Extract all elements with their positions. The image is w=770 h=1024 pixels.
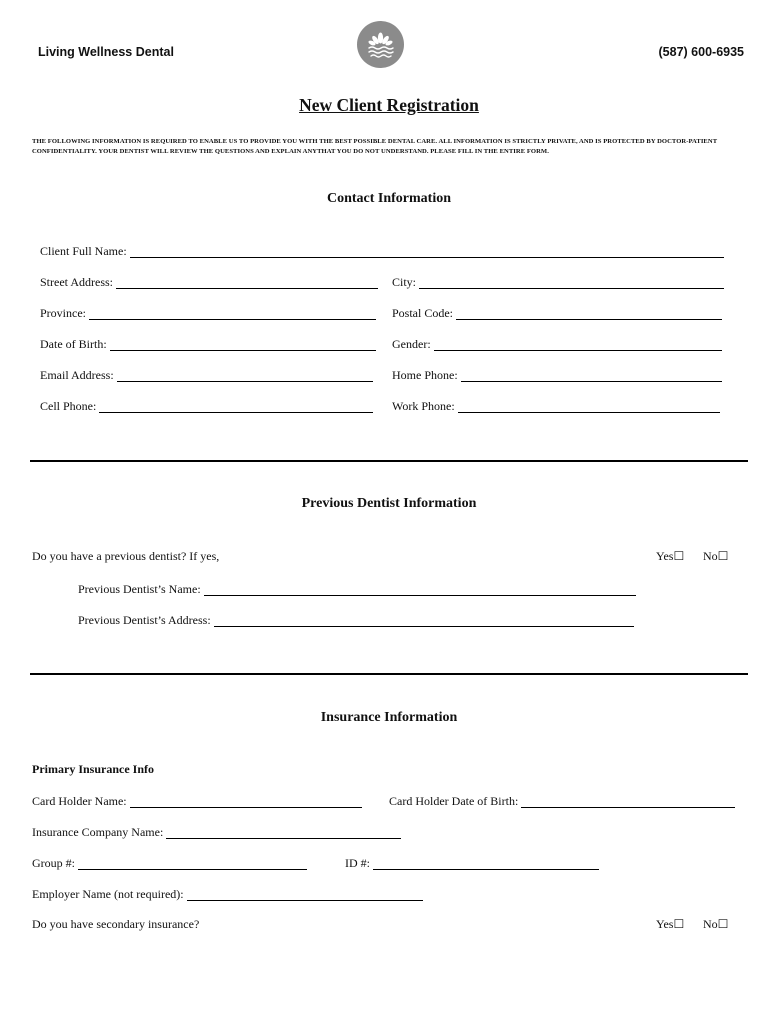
street-address-label: Street Address: [40, 275, 113, 289]
section-divider [30, 673, 748, 675]
contact-heading: Contact Information [326, 191, 452, 206]
province-line[interactable] [89, 308, 376, 320]
client-full-name-line[interactable] [130, 246, 724, 258]
page-title: New Client Registration [299, 95, 479, 115]
email-address-line[interactable] [117, 370, 373, 382]
card-holder-name-line[interactable] [130, 796, 362, 808]
insurance-company-field[interactable] [32, 823, 401, 839]
secondary-insurance-question: Do you have secondary insurance? [32, 917, 200, 931]
email-address-label: Email Address: [40, 368, 114, 382]
gender-line[interactable] [434, 339, 722, 351]
work-phone-line[interactable] [458, 401, 720, 413]
home-phone-field[interactable] [392, 366, 722, 382]
province-field[interactable] [40, 304, 376, 320]
lotus-icon [357, 21, 404, 68]
card-holder-dob-field[interactable] [389, 792, 735, 808]
yes-label: Yes [656, 917, 674, 931]
date-of-birth-line[interactable] [110, 339, 376, 351]
postal-code-field[interactable] [392, 304, 722, 320]
work-phone-field[interactable] [392, 397, 720, 413]
insurance-company-label: Insurance Company Name: [32, 825, 164, 839]
id-number-label: ID #: [345, 856, 370, 870]
previous-dentist-name-label: Previous Dentist’s Name: [78, 582, 201, 596]
province-label: Province: [40, 306, 86, 320]
primary-insurance-heading: Primary Insurance Info [32, 762, 154, 776]
group-number-field[interactable] [32, 854, 307, 870]
previous-dentist-address-field[interactable] [78, 611, 634, 627]
street-address-line[interactable] [116, 277, 378, 289]
city-label: City: [392, 275, 417, 289]
client-full-name-label: Client Full Name: [40, 244, 127, 258]
yes-checkbox-icon[interactable]: ☐ [673, 549, 685, 563]
id-number-line[interactable] [373, 858, 599, 870]
previous-dentist-yes-option[interactable] [656, 549, 684, 564]
practice-name: Living Wellness Dental [38, 45, 174, 59]
card-holder-dob-label: Card Holder Date of Birth: [389, 794, 519, 808]
insurance-heading: Insurance Information [320, 710, 458, 725]
gender-field[interactable] [392, 335, 722, 351]
previous-dentist-no-option[interactable] [703, 549, 728, 564]
practice-phone: (587) 600-6935 [658, 45, 744, 59]
email-address-field[interactable] [40, 366, 373, 382]
cell-phone-field[interactable] [40, 397, 373, 413]
city-line[interactable] [419, 277, 724, 289]
group-number-line[interactable] [78, 858, 307, 870]
group-number-label: Group #: [32, 856, 75, 870]
section-divider [30, 460, 748, 462]
secondary-insurance-no-option[interactable] [703, 917, 728, 932]
cell-phone-line[interactable] [99, 401, 373, 413]
no-label: No [703, 549, 718, 563]
gender-label: Gender: [392, 337, 431, 351]
street-address-field[interactable] [40, 273, 378, 289]
employer-name-line[interactable] [187, 889, 423, 901]
previous-dentist-address-line[interactable] [214, 615, 634, 627]
previous-dentist-name-field[interactable] [78, 580, 636, 596]
home-phone-line[interactable] [461, 370, 722, 382]
yes-checkbox-icon[interactable]: ☐ [673, 917, 685, 931]
lotus-water-logo [357, 21, 404, 68]
home-phone-label: Home Phone: [392, 368, 458, 382]
previous-dentist-question: Do you have a previous dentist? If yes, [32, 549, 220, 563]
card-holder-name-label: Card Holder Name: [32, 794, 127, 808]
postal-code-label: Postal Code: [392, 306, 454, 320]
client-full-name-field[interactable] [40, 242, 724, 258]
secondary-insurance-yes-option[interactable] [656, 917, 684, 932]
yes-label: Yes [656, 549, 674, 563]
card-holder-name-field[interactable] [32, 792, 362, 808]
no-checkbox-icon[interactable]: ☐ [717, 917, 729, 931]
previous-dentist-address-label: Previous Dentist’s Address: [78, 613, 211, 627]
insurance-company-line[interactable] [166, 827, 401, 839]
previous-dentist-heading: Previous Dentist Information [301, 496, 477, 511]
previous-dentist-name-line[interactable] [204, 584, 636, 596]
city-field[interactable] [392, 273, 724, 289]
date-of-birth-label: Date of Birth: [40, 337, 107, 351]
employer-name-label: Employer Name (not required): [32, 887, 184, 901]
id-number-field[interactable] [345, 854, 599, 870]
cell-phone-label: Cell Phone: [40, 399, 97, 413]
work-phone-label: Work Phone: [392, 399, 455, 413]
no-checkbox-icon[interactable]: ☐ [717, 549, 729, 563]
postal-code-line[interactable] [456, 308, 722, 320]
employer-name-field[interactable] [32, 885, 423, 901]
no-label: No [703, 917, 718, 931]
intro-text: THE FOLLOWING INFORMATION IS REQUIRED TO ENABLE US TO PROVIDE YOU WITH THE BEST POSSIBLE DENTAL CARE. ALL INFORMATION IS STRICTLY PRIVATE, AND IS PROTECTED BY DOCTOR-PATIENT CONFIDENTIALITY. YOUR DENTIST WILL REVIEW THE QUESTIONS AND EXPLAIN ANYTHAT YOU DO NOT UNDERSTAND. PLEASE FILL IN THE ENTIRE FORM. [32, 138, 718, 155]
date-of-birth-field[interactable] [40, 335, 376, 351]
card-holder-dob-line[interactable] [521, 796, 735, 808]
